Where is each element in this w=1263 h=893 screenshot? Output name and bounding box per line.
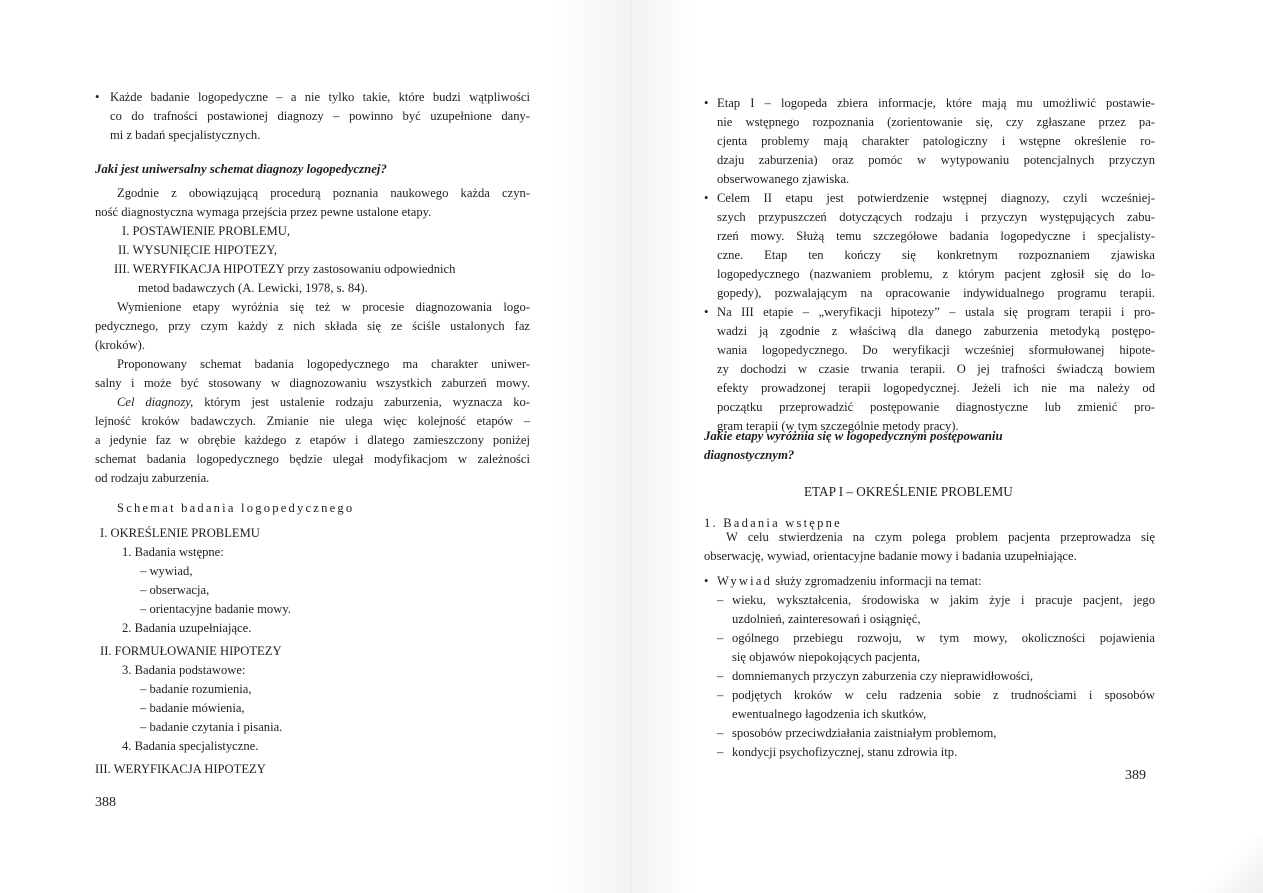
- paragraph-line: a jedynie faz w obrębie każdego z etapów i dlatego zamieszczony poniżej: [95, 433, 530, 447]
- schema-stage: I. OKREŚLENIE PROBLEMU: [100, 526, 260, 540]
- section-heading: Jaki jest uniwersalny schemat diagnozy logopedycznej?: [95, 162, 387, 176]
- schema-stage: III. WERYFIKACJA HIPOTEZY: [95, 762, 266, 776]
- schema-item: 3. Badania podstawowe:: [122, 663, 246, 677]
- bullet-line: gram terapii (w tym szczególnie metody pracy).: [717, 419, 959, 433]
- schema-item: 4. Badania specjalistyczne.: [122, 739, 259, 753]
- bullet-line: logopedycznego (nazwaniem problemu, z którym pacjent zgłosił się do lo-: [717, 267, 1155, 281]
- paragraph-line: pedycznego, przy czym każdy z nich składa się ze ściśle ustalonych faz: [95, 319, 530, 333]
- bullet-dot-icon: •: [704, 574, 709, 588]
- bullet-line: Etap I – logopeda zbiera informacje, które mają mu umożliwić postawie-: [717, 96, 1155, 110]
- schema-stage: II. FORMUŁOWANIE HIPOTEZY: [100, 644, 282, 658]
- schema-item: 1. Badania wstępne:: [122, 545, 224, 559]
- bullet-line: nie wstępnego rozpoznania (zorientowanie się, czy zgłaszane przez pa-: [717, 115, 1155, 129]
- list-item: ewentualnego łagodzenia ich skutków,: [732, 707, 927, 721]
- paragraph-line: obserwację, wywiad, orientacyjne badanie mowy i badania uzupełniające.: [704, 549, 1077, 563]
- list-item: podjętych kroków w celu radzenia sobie z trudnościami i sposobów: [732, 688, 1155, 702]
- bullet-line: co do trafności postawionej diagnozy – powinno być uzupełnione dany-: [110, 109, 530, 123]
- bullet-line: wania logopedycznego. Do weryfikacji wcześniej sformułowanej hipote-: [717, 343, 1155, 357]
- bullet-line: Każde badanie logopedyczne – a nie tylko takie, które budzi wątpliwości: [110, 90, 530, 104]
- paragraph-line: W celu stwierdzenia na czym polega problem pacjenta przeprowadza się: [726, 530, 1155, 544]
- stage-item: II. WYSUNIĘCIE HIPOTEZY,: [118, 243, 278, 257]
- dash-marker: –: [717, 726, 724, 740]
- stage-item: metod badawczych (A. Lewicki, 1978, s. 84).: [138, 281, 368, 295]
- page-corner-shadow: [1183, 835, 1263, 893]
- schema-subitem: – wywiad,: [140, 564, 193, 578]
- bullet-dot-icon: •: [95, 90, 100, 104]
- paragraph-line: Wymienione etapy wyróżnia się też w procesie diagnozowania logo-: [117, 300, 530, 314]
- schema-subitem: – obserwacja,: [140, 583, 210, 597]
- list-item: ogólnego przebiegu rozwoju, w tym mowy, okoliczności pojawienia: [732, 631, 1155, 645]
- subsection-title: 1. Badania wstępne: [704, 516, 842, 530]
- bullet-line: zy dochodzi w czasie trwania terapii. O jej trafności świadczą bowiem: [717, 362, 1155, 376]
- bullet-line: [717, 572, 982, 591]
- italic-term: Cel diagnozy,: [117, 395, 194, 409]
- bullet-line: szych przypuszczeń dotyczących rodzaju i przyczyn występujących zabu-: [717, 210, 1155, 224]
- paragraph-line: schemat badania logopedycznego będzie ulegał modyfikacjom w zależności: [95, 452, 530, 466]
- bullet-line: efekty prowadzonej terapii logopedycznej. Jeżeli ich nie ma należy od: [717, 381, 1155, 395]
- list-item: kondycji psychofizycznej, stanu zdrowia itp.: [732, 745, 958, 759]
- paragraph-line: (kroków).: [95, 338, 146, 352]
- list-item: domniemanych przyczyn zaburzenia czy nieprawidłowości,: [732, 669, 1034, 683]
- bullet-line: cjenta problemy mają charakter patologiczny i wstępne określenie ro-: [717, 134, 1155, 148]
- paragraph-line: [95, 393, 530, 412]
- paragraph-line: od rodzaju zaburzenia.: [95, 471, 210, 485]
- schema-subitem: – badanie rozumienia,: [140, 682, 252, 696]
- bullet-line: gopedy), pozwalającym na opracowanie indywidualnego programu terapii.: [717, 286, 1155, 300]
- dash-marker: –: [717, 631, 724, 645]
- schema-subitem: – orientacyjne badanie mowy.: [140, 602, 291, 616]
- list-item: wieku, wykształcenia, środowiska w jakim żyje i pracuje pacjent, jego: [732, 593, 1155, 607]
- schema-subitem: – badanie czytania i pisania.: [140, 720, 283, 734]
- schema-item: 2. Badania uzupełniające.: [122, 621, 252, 635]
- bullet-dot-icon: •: [704, 96, 709, 110]
- bullet-dot-icon: •: [704, 305, 709, 319]
- left-page: [0, 0, 631, 893]
- bullet-line: Celem II etapu jest potwierdzenie wstępnej diagnozy, czyli wcześniej-: [717, 191, 1155, 205]
- page-number: 388: [95, 795, 116, 810]
- stage-item: III. WERYFIKACJA HIPOTEZY przy zastosowaniu odpowiednich: [114, 262, 456, 276]
- right-page: [631, 0, 1263, 893]
- dash-marker: –: [717, 688, 724, 702]
- paragraph-line: Proponowany schemat badania logopedycznego ma charakter uniwer-: [117, 357, 530, 371]
- bullet-line: Na III etapie – „weryfikacji hipotezy” – ustala się program terapii i pro-: [717, 305, 1155, 319]
- list-item: sposobów przeciwdziałania zaistniałym problemom,: [732, 726, 997, 740]
- dash-marker: –: [717, 745, 724, 759]
- section-heading: diagnostycznym?: [704, 448, 795, 462]
- section-heading: Jakie etapy wyróżnia się w logopedycznym postępowaniu: [704, 429, 1003, 443]
- schema-subitem: – badanie mówienia,: [140, 701, 245, 715]
- bullet-line: dzaju zaburzenia) oraz pomóc w wytypowaniu potencjalnych przyczyn: [717, 153, 1155, 167]
- stage-title: ETAP I – OKREŚLENIE PROBLEMU: [804, 484, 1013, 499]
- bullet-line: czne. Etap ten kończy się konkretnym rozpoznaniem zjawiska: [717, 248, 1155, 262]
- paragraph-text: którym jest ustalenie rodzaju zaburzenia, wyznacza ko-: [193, 395, 530, 409]
- bullet-line: początku przeprowadzić postępowanie diagnostyczne lub zmienić pro-: [717, 400, 1155, 414]
- bullet-line: rzeń mowy. Służą temu szczegółowe badania logopedyczne i specjalisty-: [717, 229, 1155, 243]
- paragraph-line: ność diagnostyczna wymaga przejścia przez pewne ustalone etapy.: [95, 205, 432, 219]
- page-number: 389: [1125, 768, 1146, 783]
- bullet-line: mi z badań specjalistycznych.: [110, 128, 261, 142]
- schema-title: Schemat badania logopedycznego: [117, 501, 355, 515]
- dash-marker: –: [717, 669, 724, 683]
- bullet-dot-icon: •: [704, 191, 709, 205]
- paragraph-line: salny i może być stosowany w diagnozowaniu wszystkich zaburzeń mowy.: [95, 376, 530, 390]
- bullet-line: wadzi ją zgodnie z właściwą dla danego zaburzenia metodyką postępo-: [717, 324, 1155, 338]
- paragraph-line: lejność kroków badawczych. Zmianie nie ulega więc kolejność etapów –: [95, 414, 530, 428]
- stage-item: I. POSTAWIENIE PROBLEMU,: [122, 224, 290, 238]
- paragraph-text: służy zgromadzeniu informacji na temat:: [772, 574, 982, 588]
- list-item: się objawów niepokojących pacjenta,: [732, 650, 921, 664]
- dash-marker: –: [717, 593, 724, 607]
- paragraph-line: Zgodnie z obowiązującą procedurą poznania naukowego każda czyn-: [117, 186, 530, 200]
- list-item: uzdolnień, zainteresowań i osiągnięć,: [732, 612, 921, 626]
- bullet-line: obserwowanego zjawiska.: [717, 172, 850, 186]
- interview-term: Wywiad: [717, 574, 773, 588]
